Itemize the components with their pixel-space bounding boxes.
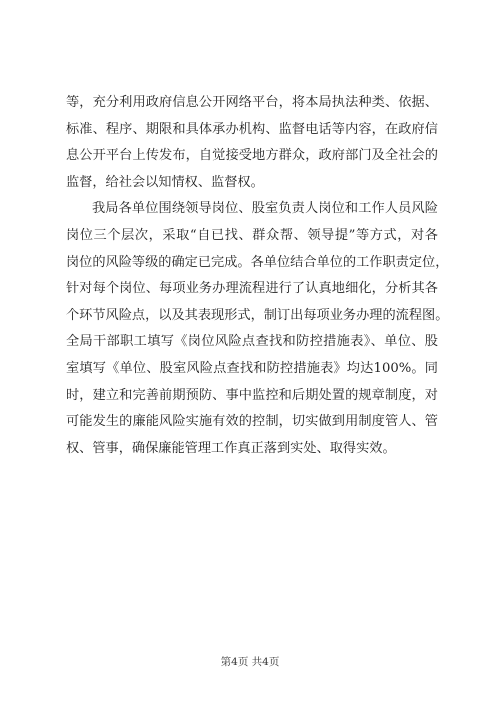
text-line: 息公开平台上传发布，自觉接受地方群众，政府部门及全社会的 bbox=[66, 148, 438, 164]
document-body bbox=[66, 90, 449, 462]
text-line: 标准、程序、期限和具体承办机构、监督电话等内容，在政府信 bbox=[66, 121, 438, 137]
text-line: 室填写《单位、股室风险点查找和防控措施表》均达100%。同 bbox=[66, 360, 438, 376]
page-footer bbox=[0, 654, 500, 669]
text-line: 可能发生的廉能风险实施有效的控制，切实做到用制度管人、管 bbox=[66, 414, 438, 430]
page-number: 第4页 共4页 bbox=[220, 656, 280, 668]
text-line: 岗位三个层次，采取“自已找、群众帮、领导提”等方式，对各 bbox=[66, 227, 438, 243]
paragraph bbox=[66, 196, 449, 462]
text-line: 监督，给社会以知情权、监督权。 bbox=[66, 174, 264, 190]
text-line: 岗位的风险等级的确定已完成。各单位结合单位的工作职责定位， bbox=[66, 254, 449, 270]
text-line: 全局干部职工填写《岗位风险点查找和防控措施表》、单位、股 bbox=[66, 334, 438, 350]
text-line: 我局各单位围绕领导岗位、股室负责人岗位和工作人员风险 bbox=[92, 201, 438, 217]
text-line: 针对每个岗位、每项业务办理流程进行了认真地细化，分析其各 bbox=[66, 281, 438, 297]
text-line: 权、管事，确保廉能管理工作真正落到实处、取得实效。 bbox=[66, 440, 396, 456]
text-line: 个环节风险点，以及其表现形式，制订出每项业务办理的流程图。 bbox=[66, 307, 449, 323]
paragraph bbox=[66, 90, 438, 196]
text-line: 时，建立和完善前期预防、事中监控和后期处置的规章制度，对 bbox=[66, 387, 438, 403]
text-line: 等，充分利用政府信息公开网络平台，将本局执法种类、依据、 bbox=[66, 95, 438, 110]
